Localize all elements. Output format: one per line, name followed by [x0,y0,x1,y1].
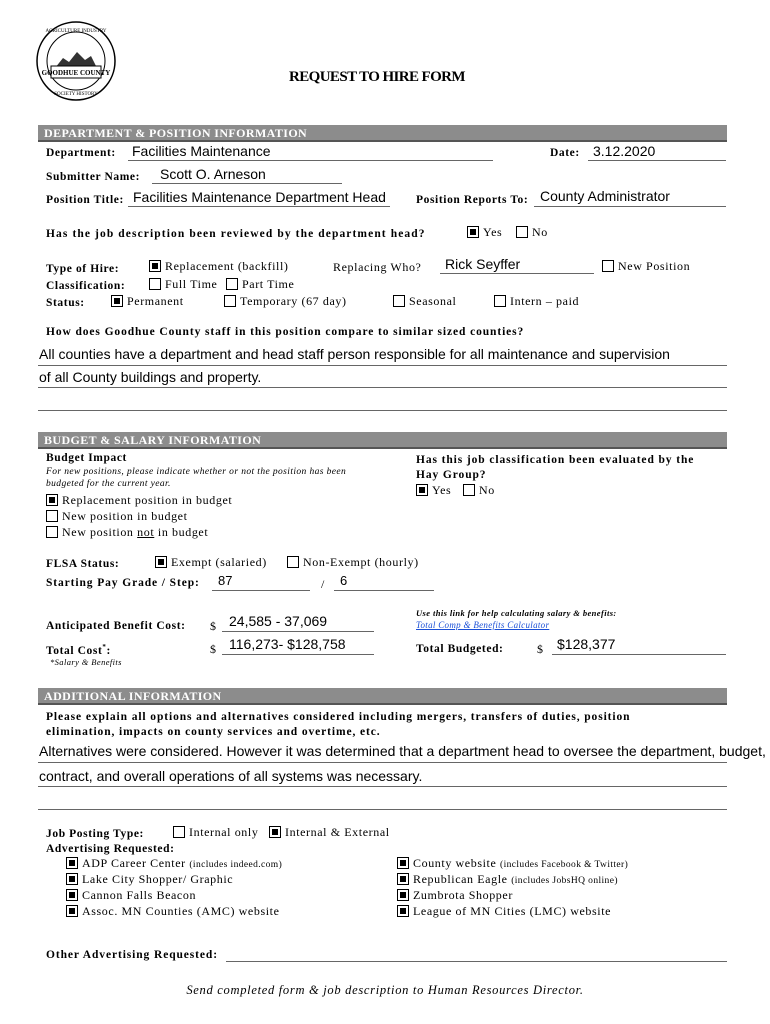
additional-section-header: ADDITIONAL INFORMATION [38,688,727,705]
step-underline [334,590,434,591]
intern-option[interactable]: Intern – paid [494,294,579,309]
benefit-cost-label: Anticipated Benefit Cost: [46,620,186,632]
new-position-checkbox[interactable] [602,260,614,272]
internal-only-option[interactable]: Internal only [173,825,258,840]
total-budgeted-label: Total Budgeted: [416,643,504,655]
new-in-budget-option[interactable]: New position in budget [46,509,188,524]
new-in-budget-checkbox[interactable] [46,510,58,522]
ad-option[interactable]: Republican Eagle (includes JobsHQ online) [397,872,628,888]
submitter-label: Submitter Name: [46,171,141,183]
pay-grade-underline [212,590,310,591]
new-position-option[interactable]: New Position [602,259,690,274]
replacing-who-underline [440,273,594,274]
reviewed-question: Has the job description been reviewed by the department head? [46,228,426,240]
alternatives-underline-1 [38,762,727,763]
hay-yes-checkbox[interactable] [416,484,428,496]
position-title-field[interactable]: Facilities Maintenance Department Head [133,189,386,205]
full-time-checkbox[interactable] [149,278,161,290]
alternatives-prompt-line1: Please explain all options and alternatives considered including mergers, transfers of duties, position [46,711,631,723]
job-posting-type-label: Job Posting Type: [46,828,144,840]
ad-option[interactable]: Lake City Shopper/ Graphic [66,872,282,888]
non-exempt-option[interactable]: Non-Exempt (hourly) [287,555,419,570]
part-time-option[interactable]: Part Time [226,277,294,292]
internal-only-checkbox[interactable] [173,826,185,838]
part-time-checkbox[interactable] [226,278,238,290]
non-exempt-checkbox[interactable] [287,556,299,568]
replacement-in-budget-option[interactable]: Replacement position in budget [46,493,232,508]
department-field[interactable]: Facilities Maintenance [132,143,271,159]
reports-to-label: Position Reports To: [416,194,529,206]
ad-checkbox[interactable] [66,857,78,869]
ad-checkbox[interactable] [66,889,78,901]
position-title-underline [128,206,390,207]
reviewed-yes[interactable]: Yes [467,225,502,240]
form-title: REQUEST TO HIRE FORM [289,69,465,85]
budget-impact-note: For new positions, please indicate whether or not the position has been budgeted for the current year. [46,467,347,489]
advertising-label: Advertising Requested: [46,843,175,855]
footer-instruction: Send completed form & job description to Human Resources Director. [186,983,584,997]
reviewed-no-checkbox[interactable] [516,226,528,238]
ad-option[interactable]: Cannon Falls Beacon [66,888,282,904]
grade-step-slash: / [321,577,325,591]
salary-benefits-note: *Salary & Benefits [50,657,122,667]
reports-to-field[interactable]: County Administrator [540,188,670,204]
temporary-option[interactable]: Temporary (67 day) [224,294,347,309]
total-cost-underline [222,654,374,655]
ad-checkbox[interactable] [397,905,409,917]
replacing-who-field[interactable]: Rick Seyffer [445,256,521,272]
pay-grade-field[interactable]: 87 [218,573,233,588]
classification-label: Classification: [46,280,126,292]
budget-section-header: BUDGET & SALARY INFORMATION [38,432,727,449]
compare-question: How does Goodhue County staff in this position compare to similar sized counties? [46,326,525,338]
temporary-checkbox[interactable] [224,295,236,307]
ad-option[interactable]: County website (includes Facebook & Twitter) [397,856,628,872]
intern-checkbox[interactable] [494,295,506,307]
department-underline [128,160,493,161]
status-label: Status: [46,297,85,309]
internal-external-checkbox[interactable] [269,826,281,838]
ad-checkbox[interactable] [397,889,409,901]
hay-yes[interactable]: Yes [416,483,451,498]
ad-option[interactable]: ADP Career Center (includes indeed.com) [66,856,282,872]
benefit-cost-field[interactable]: 24,585 - 37,069 [229,613,328,629]
hay-no-checkbox[interactable] [463,484,475,496]
ad-checkbox[interactable] [397,857,409,869]
total-cost-dollar: $ [210,642,217,656]
replacement-checkbox[interactable] [149,260,161,272]
internal-external-option[interactable]: Internal & External [269,825,390,840]
svg-text:GOODHUE COUNTY: GOODHUE COUNTY [41,69,111,77]
budget-impact-label: Budget Impact [46,452,127,464]
department-label: Department: [46,147,116,159]
date-field[interactable]: 3.12.2020 [593,143,656,159]
total-budgeted-underline [552,654,726,655]
other-advertising-label: Other Advertising Requested: [46,949,218,961]
submitter-field[interactable]: Scott O. Arneson [160,166,266,182]
new-not-in-budget-option[interactable]: New position not in budget [46,525,208,540]
flsa-label: FLSA Status: [46,558,120,570]
replacement-option[interactable]: Replacement (backfill) [149,259,288,274]
compare-underline-1 [38,365,727,366]
seasonal-option[interactable]: Seasonal [393,294,456,309]
step-field[interactable]: 6 [340,573,348,588]
calculator-link[interactable]: Total Comp & Benefits Calculator [416,620,550,630]
svg-text:AGRICULTURE INDUSTRY: AGRICULTURE INDUSTRY [45,29,107,34]
replacing-who-label: Replacing Who? [333,260,422,274]
type-of-hire-label: Type of Hire: [46,263,120,275]
exempt-checkbox[interactable] [155,556,167,568]
date-label: Date: [550,147,580,159]
compare-underline-2 [38,387,727,388]
hay-question: Has this job classification been evaluated by the Hay Group? [416,454,695,481]
compare-underline-3 [38,410,727,411]
compare-answer-line2[interactable]: of all County buildings and property. [39,369,262,385]
ad-checkbox[interactable] [66,905,78,917]
alternatives-answer-line1[interactable]: Alternatives were considered. However it was determined that a department head to oversee the department, budget, [39,743,766,759]
date-underline [588,160,726,161]
total-cost-field[interactable]: 116,273- $128,758 [229,636,346,652]
reviewed-no[interactable]: No [516,225,548,240]
total-cost-label: Total Cost*: [46,643,111,657]
total-budgeted-field[interactable]: $128,377 [557,636,616,652]
reports-to-underline [534,206,726,207]
ad-option[interactable]: League of MN Cities (LMC) website [397,904,628,920]
ad-option[interactable]: Zumbrota Shopper [397,888,628,904]
ad-option[interactable]: Assoc. MN Counties (AMC) website [66,904,282,920]
calculator-help-text: Use this link for help calculating salary & benefits: [416,608,617,618]
alternatives-prompt-line2: elimination, impacts on county services and overtime, etc. [46,726,381,738]
hay-no[interactable]: No [463,483,495,498]
alternatives-answer-line2[interactable]: contract, and overall operations of all systems was necessary. [39,768,423,784]
ad-checkbox[interactable] [66,873,78,885]
seasonal-checkbox[interactable] [393,295,405,307]
ad-checkbox[interactable] [397,873,409,885]
dept-section-header: DEPARTMENT & POSITION INFORMATION [38,125,727,142]
advertising-list-left [66,856,282,920]
alternatives-underline-2 [38,786,727,787]
benefit-cost-dollar: $ [210,619,217,633]
replacement-in-budget-checkbox[interactable] [46,494,58,506]
other-advertising-underline[interactable] [226,961,727,962]
svg-text:SOCIETY HISTORY: SOCIETY HISTORY [54,92,98,97]
submitter-underline [152,183,342,184]
benefit-cost-underline [222,631,374,632]
position-title-label: Position Title: [46,194,124,206]
county-seal [35,20,117,102]
compare-answer-line1[interactable]: All counties have a department and head staff person responsible for all maintenance and supervision [39,346,670,362]
alternatives-underline-3 [38,809,727,810]
full-time-option[interactable]: Full Time [149,277,217,292]
permanent-checkbox[interactable] [111,295,123,307]
new-not-in-budget-checkbox[interactable] [46,526,58,538]
permanent-option[interactable]: Permanent [111,294,184,309]
advertising-list-right [397,856,628,920]
reviewed-yes-checkbox[interactable] [467,226,479,238]
pay-grade-label: Starting Pay Grade / Step: [46,577,200,589]
exempt-option[interactable]: Exempt (salaried) [155,555,267,570]
total-budgeted-dollar: $ [537,642,544,656]
